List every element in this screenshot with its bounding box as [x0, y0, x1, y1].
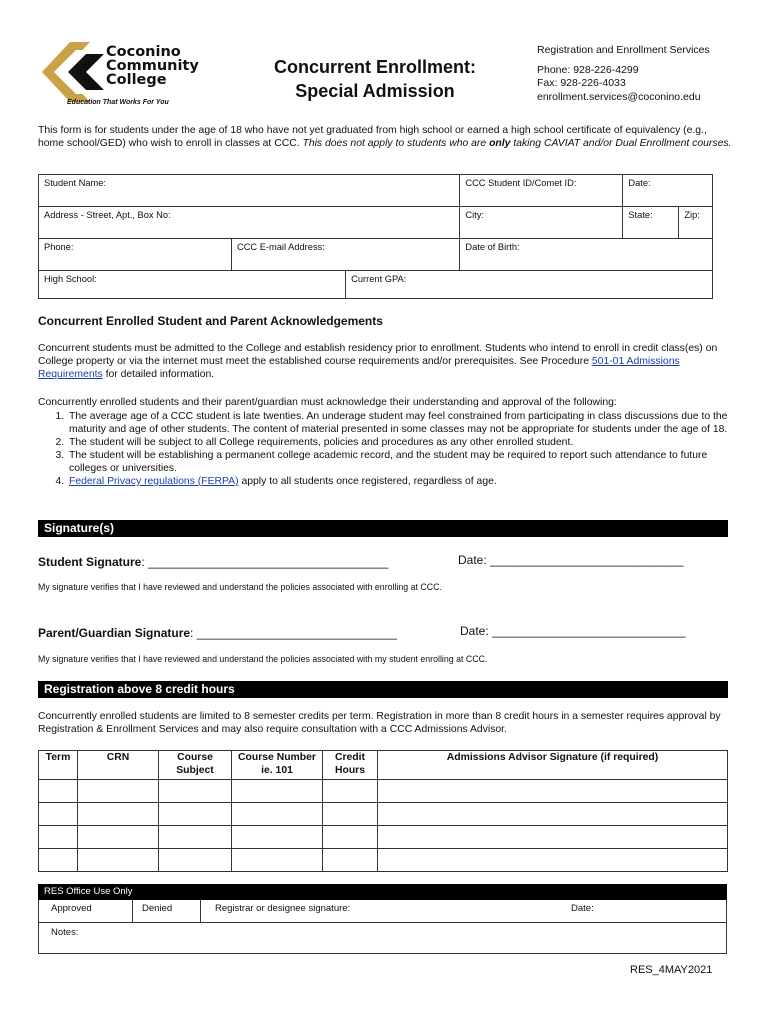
registration-text: Concurrently enrolled students are limited to 8 semester credits per term. Registration in more than 8 credit hours in a semester requires approval by Registration & Enrollment Services and may also require consultation with a CCC Admissions Advisor.: [38, 711, 721, 735]
email-field[interactable]: CCC E-mail Address:: [232, 239, 460, 271]
col-credit-hours: Credit Hours: [323, 751, 378, 780]
city-field[interactable]: City:: [460, 207, 623, 239]
student-signature-note: My signature verifies that I have reviewed and understand the policies associated with enrolling at CCC.: [38, 582, 442, 592]
office-date-field[interactable]: Date:: [571, 903, 594, 914]
page-title: Concurrent Enrollment: Special Admission: [273, 57, 476, 101]
ferpa-link[interactable]: Federal Privacy regulations (FERPA): [69, 476, 239, 487]
logo-tagline: Education That Works For You: [67, 99, 169, 106]
zip-field[interactable]: Zip:: [679, 207, 713, 239]
student-signature-row[interactable]: Student Signature: ____________________________________: [38, 555, 389, 569]
high-school-field[interactable]: High School:: [39, 271, 346, 299]
col-course-subject: Course Subject: [159, 751, 232, 780]
contact-block: Registration and Enrollment Services Phone: 928-226-4299 Fax: 928-226-4033 enrollment.services@coconino.edu: [537, 44, 710, 103]
divider: [132, 900, 133, 922]
acknowledgements-para1: Concurrent students must be admitted to the College and establish residency prior to enrollment. Students who intend to enroll in credit class(es) on College property or via the internet must meet the established course requirements and/or prerequisites. See Procedure 501-01 Admissions Requirements for detailed information.: [38, 343, 718, 380]
state-field[interactable]: State:: [623, 207, 679, 239]
student-id-field[interactable]: CCC Student ID/Comet ID:: [460, 175, 623, 207]
student-info-table: [38, 174, 713, 299]
notes-field[interactable]: Notes:: [51, 927, 79, 938]
phone-field[interactable]: Phone:: [39, 239, 232, 271]
signatures-heading: Signature(s): [38, 520, 728, 537]
dob-field[interactable]: Date of Birth:: [460, 239, 713, 271]
table-row: [39, 803, 728, 826]
col-course-number: Course Number ie. 101: [232, 751, 323, 780]
admissions-requirements-link[interactable]: 501-01 Admissions Requirements: [38, 356, 680, 380]
registrar-signature-field[interactable]: Registrar or designee signature:: [215, 903, 351, 914]
approved-checkbox[interactable]: Approved: [51, 903, 92, 914]
table-row: [39, 780, 728, 803]
student-name-field[interactable]: Student Name:: [39, 175, 460, 207]
acknowledgements-heading: Concurrent Enrolled Student and Parent Acknowledgements: [38, 314, 383, 328]
list-item: 3. The student will be establishing a permanent college academic record, and the student may be required to report such attendance to future colleges or universities.: [67, 449, 747, 475]
address-field[interactable]: Address - Street, Apt., Box No:: [39, 207, 460, 239]
col-term: Term: [39, 751, 78, 780]
acknowledgements-list: [38, 410, 747, 488]
list-item: 4. Federal Privacy regulations (FERPA) apply to all students once registered, regardless of age.: [67, 475, 747, 488]
list-item: 1. The average age of a CCC student is late twenties. An underage student may feel constrained from participating in class discussions due to the maturity and age of other students. The content of material presented in some classes may not be appropriate for students under the age of 18.: [67, 410, 747, 436]
parent-signature-note: My signature verifies that I have reviewed and understand the policies associated with my student enrolling at CCC.: [38, 654, 488, 664]
table-row: [39, 826, 728, 849]
registration-table: [38, 750, 728, 872]
denied-checkbox[interactable]: Denied: [142, 903, 173, 914]
student-signature-date[interactable]: Date: _____________________________: [458, 553, 684, 567]
logo-chevron-icon: [42, 42, 106, 102]
gpa-field[interactable]: Current GPA:: [346, 271, 713, 299]
parent-signature-date[interactable]: Date: _____________________________: [460, 624, 686, 638]
date-field[interactable]: Date:: [623, 175, 713, 207]
office-use-heading: RES Office Use Only: [38, 884, 727, 900]
col-crn: CRN: [78, 751, 159, 780]
form-code: RES_4MAY2021: [630, 964, 713, 976]
logo-name: Coconino Community College: [106, 44, 199, 88]
list-item: 2. The student will be subject to all College requirements, policies and procedures as any other enrolled student.: [67, 436, 747, 449]
intro-text: This form is for students under the age of 18 who have not yet graduated from high school or earned a high school certificate of equivalency (e.g., home school/GED) who wish to enroll in classes at CCC. This does not apply to students who are only taking CAVIAT and/or Dual Enrollment courses.: [38, 125, 732, 149]
table-row: [39, 849, 728, 872]
divider: [200, 900, 201, 922]
parent-signature-row[interactable]: Parent/Guardian Signature: ______________________________: [38, 626, 397, 640]
registration-heading: Registration above 8 credit hours: [38, 681, 728, 698]
col-advisor-signature: Admissions Advisor Signature (if required): [378, 751, 728, 780]
acknowledgements-para2: Concurrently enrolled students and their parent/guardian must acknowledge their understanding and approval of the following:: [38, 397, 617, 408]
